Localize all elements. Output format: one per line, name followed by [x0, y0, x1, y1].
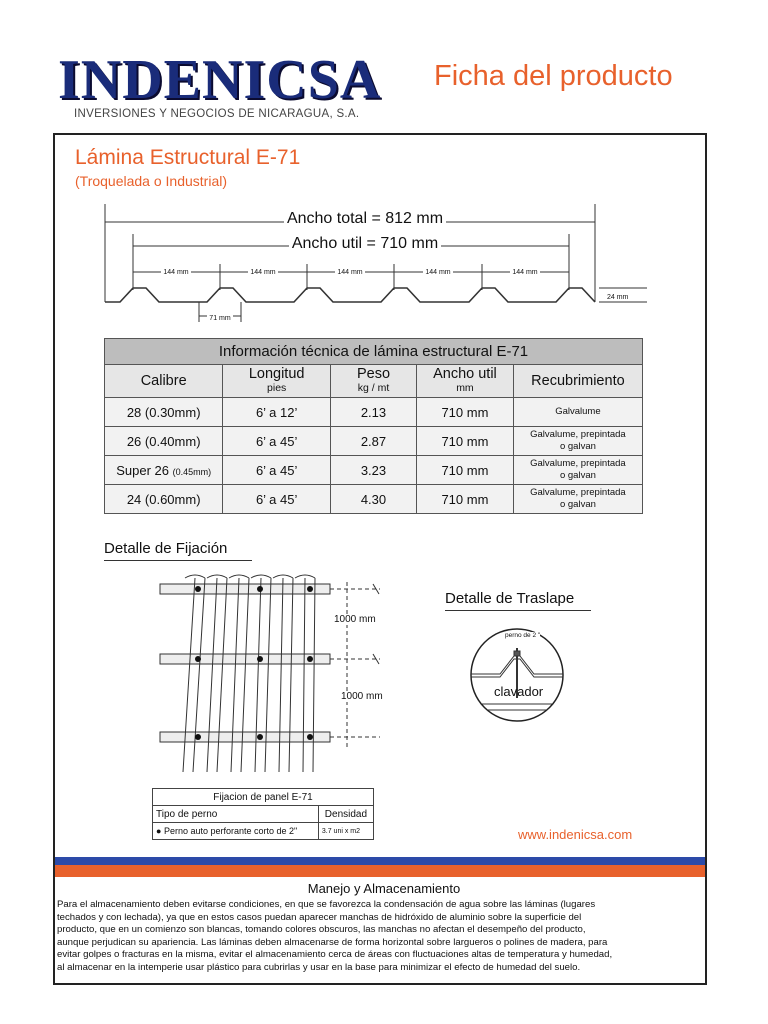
cell-ancho: 710 mm [417, 427, 514, 456]
bullet-icon: ● [156, 826, 162, 836]
spacing-label-4: 144 mm [425, 269, 451, 276]
spec-table [104, 338, 643, 514]
cell-peso: 2.87 [330, 427, 416, 456]
cell-calibre: 26 (0.40mm) [105, 427, 223, 456]
cell-recubrimiento: Galvalume, prepintada o galvan [513, 485, 642, 514]
spec-header-peso: Peso kg / mt [330, 365, 416, 398]
cell-ancho: 710 mm [417, 456, 514, 485]
blue-stripe [55, 857, 705, 865]
cell-ancho: 710 mm [417, 485, 514, 514]
spec-row [105, 485, 643, 514]
spec-row [105, 398, 643, 427]
cell-recubrimiento: Galvalume [513, 398, 642, 427]
website-link[interactable]: www.indenicsa.com [518, 827, 633, 842]
spec-table-title: Información técnica de lámina estructural E-71 [105, 339, 643, 365]
fixing-table [152, 788, 374, 840]
fixing-drawing [155, 572, 395, 782]
handling-line: evitar golpes o fracturas en la misma, evitar el almacenamiento cerca de áreas con fluctuaciones altas de temperatura y humedad, [57, 949, 613, 961]
overlap-detail-title: Detalle de Traslape [445, 590, 591, 611]
spec-header-longitud: Longitud pies [223, 365, 331, 398]
cell-calibre: 28 (0.30mm) [105, 398, 223, 427]
cell-recubrimiento: Galvalume, prepintada o galvan [513, 427, 642, 456]
spacing-label-3: 144 mm [337, 269, 363, 276]
purlin-label: clavador [494, 684, 544, 699]
fixing-dim-1: 1000 mm [334, 614, 376, 625]
product-title: Lámina Estructural E-71 [75, 146, 301, 169]
screw-label: perno de 2 " [505, 632, 541, 639]
cell-peso: 4.30 [330, 485, 416, 514]
overlap-drawing [470, 628, 564, 722]
fixing-screw-type: ● Perno auto perforante corto de 2" [153, 823, 319, 840]
handling-title: Manejo y Almacenamiento [307, 881, 461, 896]
handling-line: producto, que en un comienzo son blancas, tomando colores obscuros, las manchas no afectan el desempeño del producto, [57, 924, 586, 936]
document-title: Ficha del producto [434, 60, 673, 92]
handling-paragraph [57, 899, 707, 975]
fixing-col-density: Densidad [318, 806, 373, 823]
handling-line: aunque perjudican su apariencia. Las láminas deben almacenarse de forma horizontal sobre largueros o polines de madera, para [57, 936, 608, 948]
fixing-col-type: Tipo de perno [153, 806, 319, 823]
fixing-detail-title: Detalle de Fijación [104, 540, 252, 561]
spec-header-calibre: Calibre [105, 365, 223, 398]
cell-longitud: 6’ a 12’ [223, 398, 331, 427]
spacing-label-5: 144 mm [512, 269, 538, 276]
product-subtitle: (Troquelada o Industrial) [75, 173, 228, 189]
crest-label: 71 mm [209, 315, 231, 322]
fixing-density-value: 3.7 uni x m2 [318, 823, 373, 840]
cell-ancho: 710 mm [417, 398, 514, 427]
cell-longitud: 6’ a 45’ [223, 485, 331, 514]
cell-recubrimiento: Galvalume, prepintada o galvan [513, 456, 642, 485]
cell-longitud: 6’ a 45’ [223, 456, 331, 485]
cell-longitud: 6’ a 45’ [223, 427, 331, 456]
cell-calibre: Super 26 (0.45mm) [105, 456, 223, 485]
spec-header-recubrimiento: Recubrimiento [513, 365, 642, 398]
useful-width-label: Ancho util = 710 mm [289, 235, 441, 252]
total-width-label: Ancho total = 812 mm [284, 210, 446, 227]
spec-row [105, 427, 643, 456]
fixing-dim-2: 1000 mm [341, 691, 383, 702]
cell-calibre: 24 (0.60mm) [105, 485, 223, 514]
fixing-table-title: Fijacion de panel E-71 [153, 789, 374, 806]
spec-header-ancho: Ancho util mm [417, 365, 514, 398]
company-legal-name: INVERSIONES Y NEGOCIOS DE NICARAGUA, S.A. [74, 108, 360, 120]
spec-row [105, 456, 643, 485]
handling-line: Para el almacenamiento deben evitarse condiciones, en que se favorezca la condensación de agua sobre las láminas (lugares [57, 899, 596, 910]
orange-stripe [55, 865, 705, 877]
handling-line: techados y con lechada), ya que en estos casos puedan aparecer manchas de hidróxido de aluminio sobre la superficie del [57, 911, 582, 923]
spacing-label-2: 144 mm [250, 269, 276, 276]
cell-peso: 3.23 [330, 456, 416, 485]
height-label: 24 mm [607, 294, 629, 301]
spacing-label-1: 144 mm [163, 269, 189, 276]
profile-diagram [95, 198, 655, 328]
cell-peso: 2.13 [330, 398, 416, 427]
handling-line: al almacenar en la intemperie usar plástico para cubrirlas y usar en la base para minimizar el efecto de humedad del suelo. [57, 961, 581, 973]
company-logo: INDENICSA [58, 49, 382, 111]
